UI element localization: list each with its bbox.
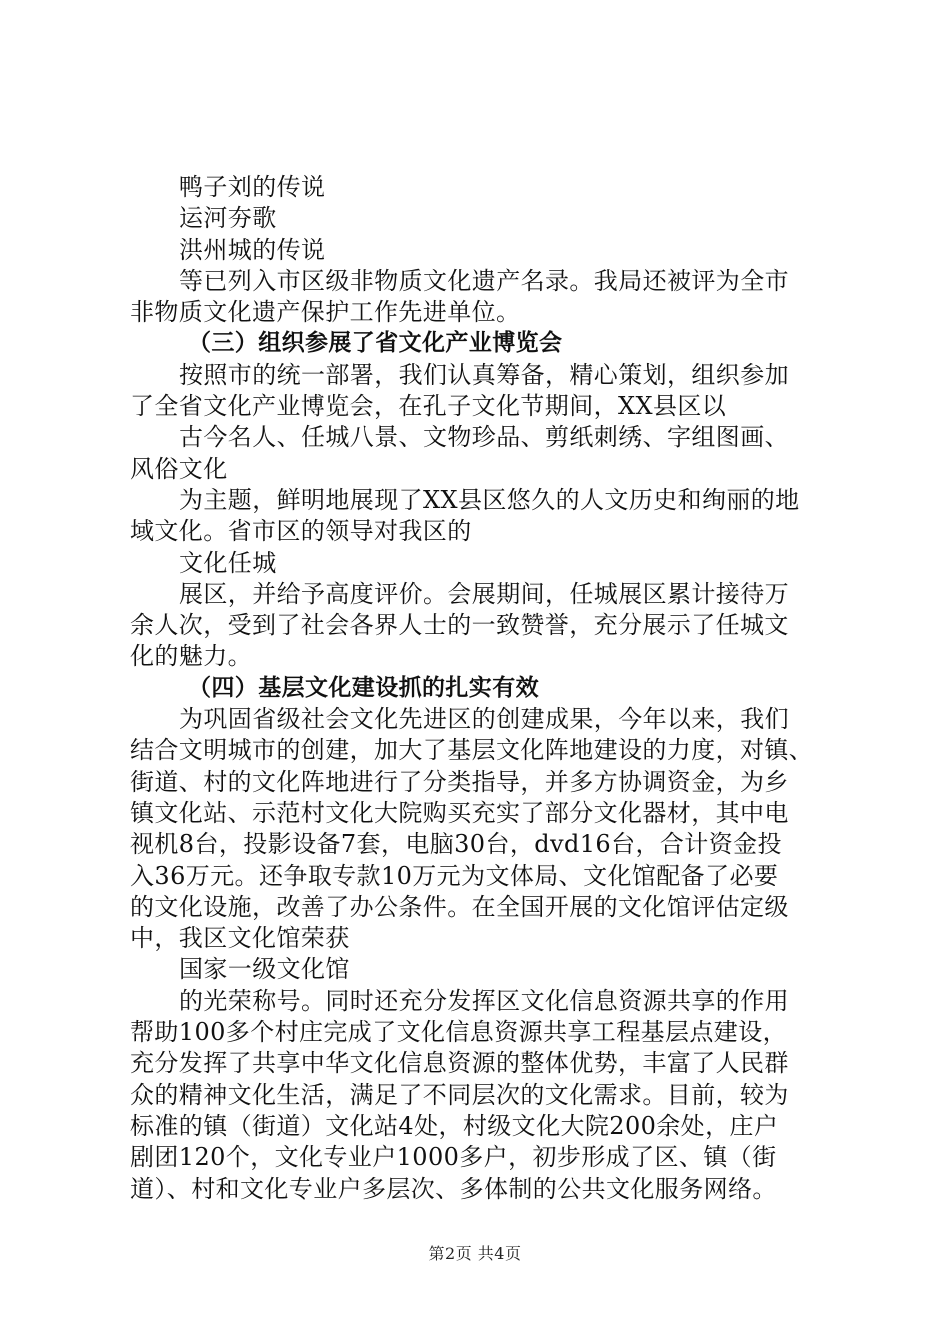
text-line: 镇文化站、示范村文化大院购买充实了部分文化器材，其中电 bbox=[130, 798, 789, 827]
text-line: 非物质文化遗产保护工作先进单位。 bbox=[130, 298, 521, 327]
text-line: 风俗文化 bbox=[130, 454, 228, 483]
text-line: 剧团120个，文化专业户1000多户，初步形成了区、镇（街 bbox=[130, 1143, 777, 1172]
section-heading-4: （四）基层文化建设抓的扎实有效 bbox=[188, 674, 539, 701]
text-line: 中，我区文化馆荣获 bbox=[130, 924, 350, 953]
text-line: 按照市的统一部署，我们认真筹备，精心策划，组织参加 bbox=[179, 360, 789, 389]
text-line: 标准的镇（街道）文化站4处，村级文化大院200余处，庄户 bbox=[130, 1111, 779, 1140]
text-line: 众的精神文化生活，满足了不同层次的文化需求。目前，较为 bbox=[130, 1080, 789, 1109]
text-line: 展区，并给予高度评价。会展期间，任城展区累计接待万 bbox=[179, 579, 789, 608]
text-line: 古今名人、任城八景、文物珍品、剪纸刺绣、字组图画、 bbox=[179, 423, 789, 452]
text-line: 街道、村的文化阵地进行了分类指导，并多方协调资金，为乡 bbox=[130, 767, 789, 796]
text-line: 帮助100多个村庄完成了文化信息资源共享工程基层点建设， bbox=[130, 1018, 788, 1047]
page-number-footer: 第2页 共4页 bbox=[428, 1244, 522, 1263]
text-line: 为巩固省级社会文化先进区的创建成果，今年以来，我们 bbox=[179, 705, 789, 734]
text-line: 为主题，鲜明地展现了XX县区悠久的人文历史和绚丽的地 bbox=[179, 485, 800, 514]
text-line: 充分发挥了共享中华文化信息资源的整体优势，丰富了人民群 bbox=[130, 1049, 789, 1078]
text-line: 结合文明城市的创建，加大了基层文化阵地建设的力度，对镇、 bbox=[130, 736, 814, 765]
text-line: 洪州城的传说 bbox=[179, 235, 326, 264]
section-heading-3: （三）组织参展了省文化产业博览会 bbox=[188, 330, 563, 357]
text-line: 的光荣称号。同时还充分发挥区文化信息资源共享的作用 bbox=[179, 986, 789, 1015]
document-body bbox=[130, 172, 830, 1205]
text-line: 了全省文化产业博览会，在孔子文化节期间，XX县区以 bbox=[130, 392, 727, 421]
text-line: 入36万元。还争取专款10万元为文体局、文化馆配备了必要 bbox=[130, 861, 779, 890]
text-line: 化的魅力。 bbox=[130, 642, 252, 671]
text-line: 视机8台，投影设备7套，电脑30台，dvd16台，合计资金投 bbox=[130, 830, 782, 859]
text-line: 鸭子刘的传说 bbox=[179, 173, 326, 201]
text-line: 国家一级文化馆 bbox=[179, 955, 350, 984]
text-line: 的文化设施，改善了办公条件。在全国开展的文化馆评估定级 bbox=[130, 892, 789, 921]
text-line: 余人次，受到了社会各界人士的一致赞誉，充分展示了任城文 bbox=[130, 611, 789, 640]
text-line: 等已列入市区级非物质文化遗产名录。我局还被评为全市 bbox=[179, 266, 789, 295]
text-line: 道）、村和文化专业户多层次、多体制的公共文化服务网络。 bbox=[130, 1174, 777, 1203]
text-line: 文化任城 bbox=[179, 548, 277, 577]
text-line: 域文化。省市区的领导对我区的 bbox=[130, 517, 472, 546]
text-line: 运河夯歌 bbox=[179, 204, 277, 233]
